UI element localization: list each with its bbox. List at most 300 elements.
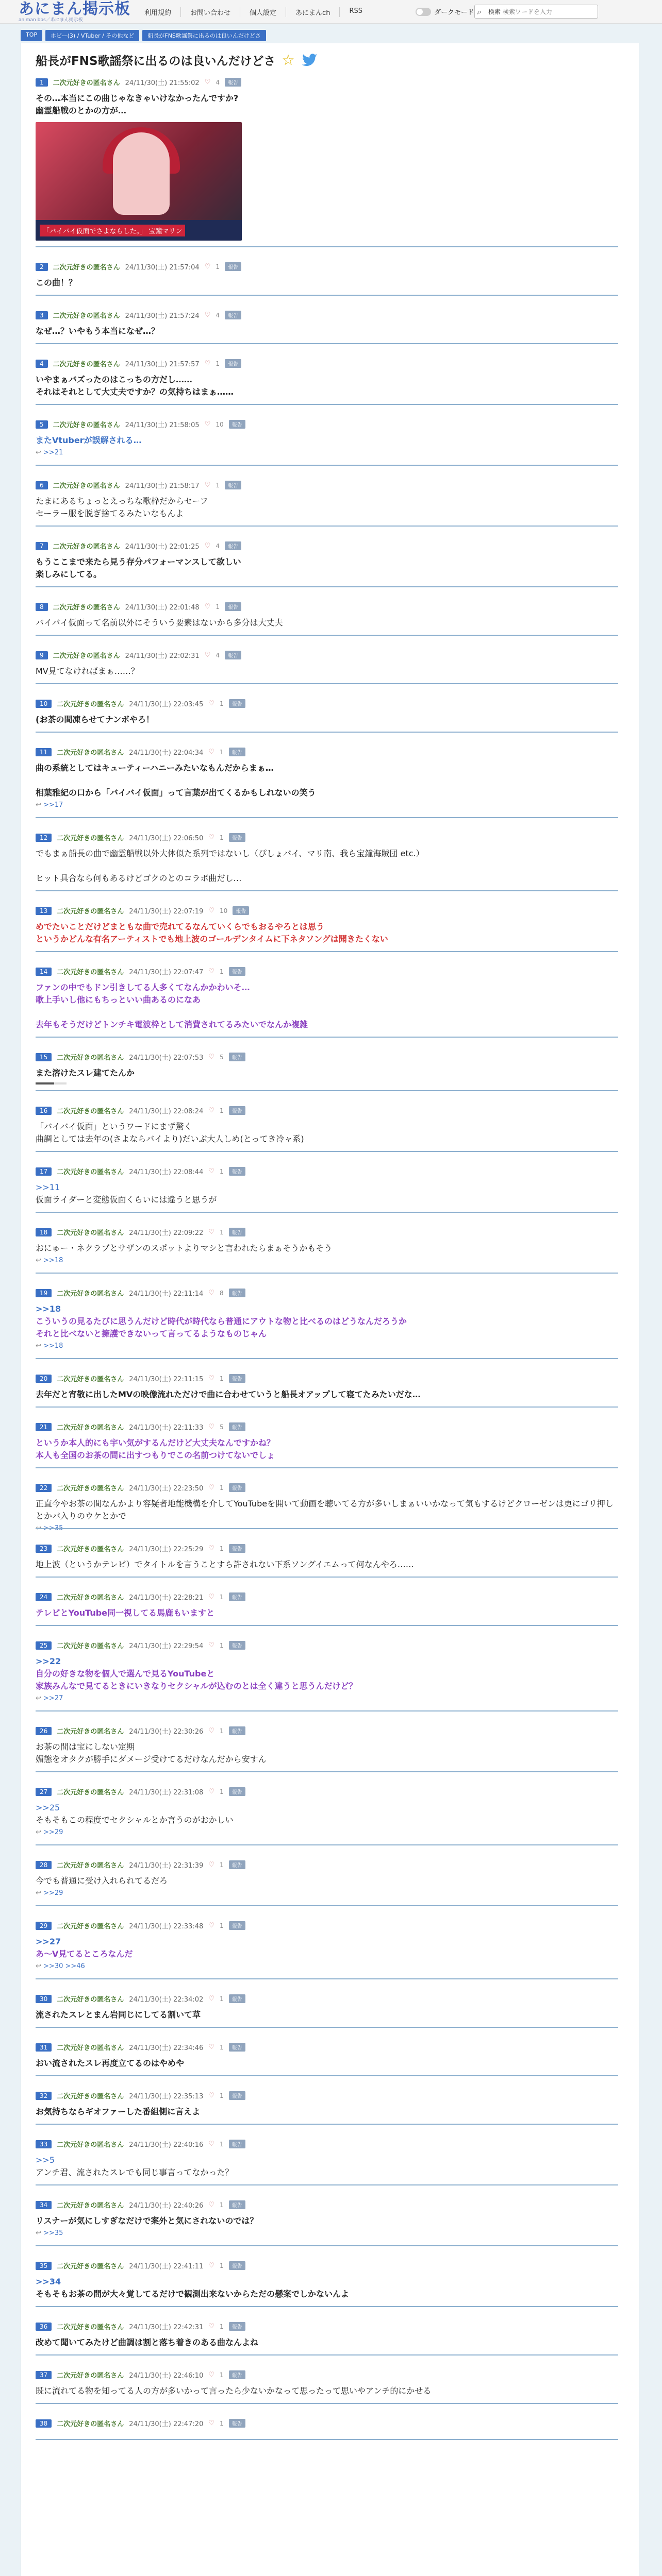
- post-divider: [36, 2027, 618, 2028]
- post-body: [36, 921, 618, 945]
- poster-name: 二次元好きの匿名さん: [57, 1229, 124, 1237]
- star-icon[interactable]: ☆: [282, 51, 295, 69]
- post-body: [36, 1558, 618, 1571]
- heart-icon[interactable]: ♡: [208, 1484, 215, 1492]
- post-divider: [36, 2354, 618, 2355]
- report-button[interactable]: 報告: [229, 699, 245, 708]
- heart-icon[interactable]: ♡: [208, 2371, 215, 2379]
- reply-anchors[interactable]: >>29: [43, 1828, 63, 1836]
- post-line: また溶けたスレ建てたんか: [36, 1068, 135, 1078]
- post: [36, 747, 618, 809]
- report-button[interactable]: 報告: [229, 1860, 245, 1869]
- post-line: 流されたスレとまん岩同じにしてる割いて草: [36, 2010, 201, 2020]
- heart-icon[interactable]: ♡: [204, 481, 211, 489]
- heart-icon[interactable]: ♡: [208, 1788, 215, 1795]
- heart-icon[interactable]: ♡: [208, 907, 215, 914]
- dark-mode-toggle[interactable]: [416, 7, 474, 16]
- heart-count: 8: [220, 1289, 224, 1297]
- post-number[interactable]: 23: [36, 1545, 52, 1553]
- post-divider: [36, 1905, 618, 1906]
- post-date: 24/11/30(土) 22:33:48: [129, 1923, 204, 1930]
- post-line: アンチ君、流されたスレでも同じ事言ってなかった？: [36, 2167, 234, 2177]
- poster-name: 二次元好きの匿名さん: [57, 1862, 124, 1870]
- poster-name: 二次元好きの匿名さん: [53, 312, 120, 320]
- post-divider: [36, 2439, 618, 2440]
- post-header: [36, 2139, 618, 2149]
- reply-anchor[interactable]: >>18: [36, 1304, 61, 1314]
- post-number[interactable]: 28: [36, 1861, 52, 1869]
- nav-terms[interactable]: 利用規約: [144, 9, 172, 17]
- post-divider: [36, 1528, 618, 1529]
- post-header: [36, 1166, 618, 1176]
- poster-name: 二次元好きの匿名さん: [53, 604, 120, 612]
- heart-icon[interactable]: ♡: [208, 748, 215, 756]
- report-button[interactable]: 報告: [229, 1994, 245, 2003]
- heart-icon[interactable]: ♡: [208, 968, 215, 975]
- post: [36, 1052, 618, 1084]
- poster-name: 二次元好きの匿名さん: [57, 1108, 124, 1115]
- heart-icon[interactable]: ♡: [208, 1641, 215, 1649]
- post-line: (お茶の間凍らせてナンボやろ！: [36, 715, 155, 724]
- poster-name: 二次元好きの匿名さん: [57, 2372, 124, 2380]
- heart-count: 1: [220, 748, 224, 756]
- post-date: 24/11/30(土) 22:31:08: [129, 1789, 204, 1797]
- post-line: 本人も全国のお茶の間に出すつもりでこの名前つけてないでしょ: [36, 1450, 275, 1460]
- reply-icon: ↩: [36, 1889, 44, 1897]
- reply-anchor[interactable]: >>34: [36, 2277, 61, 2286]
- heart-count: 1: [220, 1593, 224, 1601]
- post-body: [36, 2057, 618, 2070]
- report-button[interactable]: 報告: [225, 481, 241, 489]
- post-date: 24/11/30(土) 22:08:24: [129, 1108, 204, 1115]
- post-header: [36, 1422, 618, 1432]
- post-body: [36, 2385, 618, 2397]
- post-body: [36, 848, 618, 885]
- post: [36, 650, 618, 677]
- reply-anchors[interactable]: >>35: [43, 1524, 63, 1532]
- heart-icon[interactable]: ♡: [208, 1167, 215, 1175]
- post-number[interactable]: 24: [36, 1593, 52, 1601]
- heart-count: 1: [220, 2371, 224, 2379]
- post-header: [36, 1592, 618, 1602]
- reply-links[interactable]: [36, 2229, 618, 2237]
- post: [36, 1921, 618, 1970]
- post-date: 24/11/30(土) 22:31:39: [129, 1862, 204, 1870]
- heart-icon[interactable]: ♡: [208, 1375, 215, 1382]
- reply-links[interactable]: [36, 1962, 618, 1970]
- search-input[interactable]: [503, 8, 585, 15]
- post-header: [36, 650, 618, 660]
- toggle-switch[interactable]: [416, 8, 431, 16]
- post-number[interactable]: 27: [36, 1788, 52, 1796]
- heart-icon[interactable]: ♡: [208, 1545, 215, 1552]
- heart-icon[interactable]: ♡: [204, 263, 211, 270]
- heart-count: 1: [220, 2043, 224, 2051]
- poster-name: 二次元好きの匿名さん: [57, 835, 124, 842]
- post-number[interactable]: 22: [36, 1484, 52, 1492]
- post-line: でもまぁ船長の曲で幽霊船戦以外大体似た系列ではないし（ぴしょバイ、マリ南、我ら宝鐘海賊団 etc.）: [36, 849, 424, 858]
- reply-anchors[interactable]: >>18: [43, 1257, 63, 1264]
- heart-icon[interactable]: ♡: [208, 834, 215, 841]
- post-header: [36, 1227, 618, 1237]
- report-button[interactable]: 報告: [225, 651, 241, 659]
- poster-name: 二次元好きの匿名さん: [57, 2420, 124, 2428]
- post-divider: [36, 1037, 618, 1038]
- post-number[interactable]: 29: [36, 1922, 52, 1930]
- report-button[interactable]: 報告: [229, 1053, 245, 1061]
- post-number[interactable]: 10: [36, 700, 52, 708]
- post-body: [36, 1121, 618, 1145]
- reply-anchor[interactable]: >>5: [36, 2155, 55, 2165]
- heart-count: 1: [220, 1861, 224, 1869]
- post-number[interactable]: 15: [36, 1053, 52, 1061]
- heart-icon[interactable]: ♡: [208, 1423, 215, 1431]
- post-body: [36, 434, 618, 447]
- report-button[interactable]: 報告: [229, 1483, 245, 1492]
- post-body: [36, 2106, 618, 2118]
- post-date: 24/11/30(土) 21:57:04: [125, 264, 200, 272]
- post-body: [36, 1242, 618, 1255]
- report-button[interactable]: 報告: [229, 2200, 245, 2209]
- heart-icon[interactable]: ♡: [208, 2419, 215, 2427]
- post-body: [36, 2215, 618, 2227]
- post-divider: [36, 1771, 618, 1772]
- post-date: 24/11/30(土) 22:23:50: [129, 1485, 204, 1493]
- heart-icon[interactable]: ♡: [204, 542, 211, 550]
- post-date: 24/11/30(土) 22:07:47: [129, 969, 204, 976]
- reply-links[interactable]: [36, 1828, 618, 1836]
- post-number[interactable]: 36: [36, 2323, 52, 2331]
- post-date: 24/11/30(土) 22:08:44: [129, 1168, 204, 1176]
- heart-icon[interactable]: ♡: [204, 603, 211, 611]
- report-button[interactable]: 報告: [229, 1167, 245, 1176]
- reply-anchors[interactable]: >>30 >>46: [43, 1962, 85, 1970]
- reply-icon: ↩: [36, 1828, 44, 1836]
- nav-settings[interactable]: 個人設定: [240, 7, 286, 17]
- post-divider: [36, 1467, 618, 1468]
- post-number[interactable]: 7: [36, 542, 48, 550]
- reply-anchors[interactable]: >>21: [43, 449, 63, 456]
- report-button[interactable]: 報告: [229, 2322, 245, 2331]
- poster-name: 二次元好きの匿名さん: [57, 2093, 124, 2100]
- heart-icon[interactable]: ♡: [204, 78, 211, 86]
- post-header: [36, 1994, 618, 2004]
- post-header: [36, 541, 618, 551]
- post-date: 24/11/30(土) 22:30:26: [129, 1728, 204, 1736]
- heart-icon[interactable]: ♡: [208, 2043, 215, 2051]
- report-button[interactable]: 報告: [229, 2370, 245, 2379]
- post-divider: [36, 1212, 618, 1213]
- post-divider: [36, 2124, 618, 2125]
- post-date: 24/11/30(土) 21:58:17: [125, 482, 200, 490]
- post-number[interactable]: 17: [36, 1167, 52, 1176]
- reply-anchors[interactable]: >>17: [43, 801, 63, 809]
- poster-name: 二次元好きの匿名さん: [53, 652, 120, 660]
- post-number[interactable]: 31: [36, 2043, 52, 2052]
- report-button[interactable]: 報告: [229, 420, 245, 429]
- report-button[interactable]: 報告: [229, 2261, 245, 2270]
- post-number[interactable]: 2: [36, 263, 48, 271]
- heart-icon[interactable]: ♡: [204, 420, 211, 428]
- report-button[interactable]: 報告: [229, 1106, 245, 1115]
- post: [36, 906, 618, 945]
- report-button[interactable]: 報告: [229, 833, 245, 842]
- heart-count: 5: [220, 1053, 224, 1061]
- twitter-bird-icon[interactable]: [301, 54, 319, 67]
- reply-links[interactable]: [36, 801, 618, 809]
- post-divider: [36, 732, 618, 733]
- report-button[interactable]: 報告: [229, 2043, 245, 2052]
- report-button[interactable]: 報告: [229, 2419, 245, 2428]
- post-header: [36, 1921, 618, 1930]
- report-button[interactable]: 報告: [233, 906, 249, 915]
- heart-icon[interactable]: ♡: [208, 700, 215, 707]
- poster-name: 二次元好きの匿名さん: [57, 701, 124, 708]
- report-button[interactable]: 報告: [229, 1726, 245, 1735]
- heart-count: 1: [220, 1641, 224, 1649]
- heart-icon[interactable]: ♡: [208, 1289, 215, 1297]
- heart-icon[interactable]: ♡: [208, 1593, 215, 1601]
- poster-name: 二次元好きの匿名さん: [57, 2044, 124, 2052]
- post-body: [36, 1655, 618, 1692]
- post-number[interactable]: 35: [36, 2262, 52, 2270]
- nav-rss[interactable]: RSS: [339, 7, 372, 17]
- post-number[interactable]: 5: [36, 420, 48, 429]
- post-number[interactable]: 20: [36, 1375, 52, 1383]
- heart-count: 4: [216, 542, 220, 550]
- heart-count: 1: [220, 1107, 224, 1114]
- post-header: [36, 1860, 618, 1870]
- post-number[interactable]: 11: [36, 748, 52, 756]
- post-divider: [36, 246, 618, 247]
- site-logo[interactable]: [19, 1, 130, 23]
- heart-count: 1: [216, 263, 220, 270]
- post-body: [36, 1067, 618, 1079]
- post-date: 24/11/30(土) 21:58:05: [125, 421, 200, 429]
- poster-name: 二次元好きの匿名さん: [57, 1424, 124, 1432]
- reply-anchor[interactable]: >>25: [36, 1803, 60, 1812]
- report-button[interactable]: 報告: [225, 359, 241, 368]
- nav-animanch[interactable]: あにまんch: [286, 7, 339, 17]
- reply-links[interactable]: [36, 1694, 618, 1702]
- heart-count: 4: [216, 311, 220, 319]
- heart-icon[interactable]: ♡: [204, 360, 211, 367]
- post-number[interactable]: 16: [36, 1107, 52, 1115]
- reply-anchors[interactable]: >>27: [43, 1694, 63, 1702]
- report-button[interactable]: 報告: [225, 541, 241, 550]
- report-button[interactable]: 報告: [225, 262, 241, 271]
- post-header: [36, 2042, 618, 2052]
- poster-name: 二次元好きの匿名さん: [57, 2202, 124, 2210]
- post-date: 24/11/30(土) 22:29:54: [129, 1642, 204, 1650]
- post-line: それと比べないと擁護できないって言ってるようなものじゃん: [36, 1329, 267, 1338]
- post-number[interactable]: 37: [36, 2371, 52, 2379]
- post-body: [36, 1936, 618, 1960]
- post-date: 24/11/30(土) 22:46:10: [129, 2372, 204, 2380]
- poster-name: 二次元好きの匿名さん: [53, 264, 120, 272]
- report-button[interactable]: 報告: [229, 2140, 245, 2148]
- heart-count: 4: [216, 651, 220, 659]
- heart-icon[interactable]: ♡: [208, 1922, 215, 1929]
- post-number[interactable]: 3: [36, 311, 48, 319]
- post-body: [36, 665, 618, 677]
- heart-count: 1: [220, 1995, 224, 2003]
- post-header: [36, 310, 618, 320]
- reply-anchors[interactable]: >>35: [43, 2229, 63, 2237]
- post-body: [36, 2336, 618, 2349]
- post-header: [36, 1288, 618, 1298]
- post-number[interactable]: 8: [36, 603, 48, 611]
- reply-anchor[interactable]: >>11: [36, 1182, 60, 1192]
- reply-links[interactable]: [36, 1342, 618, 1350]
- post-line: 「バイバイ仮面」というワードにまず驚く: [36, 1122, 192, 1131]
- heart-icon[interactable]: ♡: [208, 1228, 215, 1236]
- post-date: 24/11/30(土) 22:09:22: [129, 1229, 204, 1237]
- post-number[interactable]: 21: [36, 1423, 52, 1431]
- post-number[interactable]: 9: [36, 651, 48, 659]
- report-button[interactable]: 報告: [229, 1921, 245, 1930]
- post-number[interactable]: 18: [36, 1228, 52, 1236]
- post-number[interactable]: 32: [36, 2092, 52, 2100]
- poster-name: 二次元好きの匿名さん: [57, 1923, 124, 1930]
- reply-icon: ↩: [36, 1342, 44, 1350]
- poster-name: 二次元好きの匿名さん: [57, 2263, 124, 2270]
- post-divider: [36, 2306, 618, 2307]
- search-icon[interactable]: ⌕: [477, 6, 482, 16]
- reply-anchor[interactable]: >>27: [36, 1937, 61, 1946]
- post-number[interactable]: 1: [36, 78, 48, 87]
- report-button[interactable]: 報告: [229, 1289, 245, 1297]
- crumb-thread[interactable]: 船長がFNS歌謡祭に出るのは良いんだけどさ: [142, 30, 266, 41]
- post-number[interactable]: 13: [36, 907, 52, 915]
- post-line: 媚態をオタクが勝手にダメージ受けてるだけなんだから安すん: [36, 1754, 267, 1764]
- crumb-top[interactable]: TOP: [21, 30, 42, 41]
- reply-links[interactable]: [36, 449, 618, 456]
- heart-count: 10: [216, 420, 224, 428]
- heart-count: 1: [220, 2140, 224, 2148]
- reply-anchor[interactable]: >>22: [36, 1656, 61, 1666]
- heart-icon[interactable]: ♡: [208, 2092, 215, 2099]
- report-button[interactable]: 報告: [229, 1592, 245, 1601]
- post-body: [36, 2009, 618, 2021]
- reply-icon: ↩: [36, 801, 44, 809]
- nav-contact[interactable]: お問い合わせ: [180, 7, 240, 17]
- heart-icon[interactable]: ♡: [208, 2262, 215, 2269]
- embed-progress-bar: [36, 1082, 67, 1084]
- page-title: 船長がFNS歌謡祭に出るのは良いんだけどさ: [36, 55, 276, 68]
- post-date: 24/11/30(土) 21:55:02: [125, 79, 200, 87]
- post-header: [36, 2321, 618, 2331]
- report-button[interactable]: 報告: [229, 1641, 245, 1650]
- heart-icon[interactable]: ♡: [208, 1053, 215, 1061]
- breadcrumb: [21, 30, 266, 41]
- reply-links[interactable]: [36, 1889, 618, 1897]
- post-number[interactable]: 6: [36, 481, 48, 489]
- crumb-category[interactable]: ホビー(3) / VTuber / その他など: [45, 30, 139, 41]
- post-number[interactable]: 25: [36, 1641, 52, 1650]
- post-number[interactable]: 34: [36, 2201, 52, 2209]
- heart-count: 1: [220, 1484, 224, 1492]
- post-number[interactable]: 12: [36, 834, 52, 842]
- post-date: 24/11/30(土) 22:01:48: [125, 604, 200, 612]
- post: [36, 1483, 618, 1532]
- post: [36, 359, 618, 398]
- heart-icon[interactable]: ♡: [208, 2323, 215, 2330]
- post-date: 24/11/30(土) 22:11:14: [129, 1290, 204, 1298]
- post-line: 今でも普通に受け入れられてるだろ: [36, 1876, 168, 1886]
- post-number[interactable]: 33: [36, 2140, 52, 2148]
- post-number[interactable]: 30: [36, 1995, 52, 2003]
- heart-icon[interactable]: ♡: [208, 1995, 215, 2003]
- heart-icon[interactable]: ♡: [204, 651, 211, 659]
- report-button[interactable]: 報告: [229, 2091, 245, 2100]
- post: [36, 2321, 618, 2349]
- heart-icon[interactable]: ♡: [208, 1107, 215, 1114]
- post-line: あ〜V見てるところなんだ: [36, 1949, 133, 1959]
- report-button[interactable]: 報告: [229, 1374, 245, 1383]
- search-button[interactable]: 検索: [488, 8, 501, 15]
- heart-count: 1: [220, 2092, 224, 2099]
- report-button[interactable]: 報告: [229, 748, 245, 756]
- post-divider: [36, 951, 618, 952]
- heart-count: 1: [220, 1375, 224, 1382]
- post-divider: [36, 1577, 618, 1578]
- report-button[interactable]: 報告: [229, 1787, 245, 1796]
- report-button[interactable]: 報告: [229, 1228, 245, 1236]
- report-button[interactable]: 報告: [229, 1544, 245, 1553]
- report-button[interactable]: 報告: [229, 1422, 245, 1431]
- post-number[interactable]: 14: [36, 968, 52, 976]
- heart-icon[interactable]: ♡: [208, 2140, 215, 2148]
- report-button[interactable]: 報告: [225, 78, 241, 87]
- heart-icon[interactable]: ♡: [204, 311, 211, 319]
- post-line: もうここまで来たら見う存分パフォーマンスして欲しい: [36, 557, 241, 567]
- post: [36, 2091, 618, 2118]
- heart-count: 1: [220, 1922, 224, 1929]
- post-header: [36, 1374, 618, 1383]
- post-line: お茶の間は宝にしない定期: [36, 1742, 135, 1752]
- heart-icon[interactable]: ♡: [208, 1727, 215, 1735]
- post-number[interactable]: 26: [36, 1727, 52, 1735]
- reply-anchors[interactable]: >>18: [43, 1342, 63, 1350]
- reply-links[interactable]: [36, 1257, 618, 1264]
- poster-name: 二次元好きの匿名さん: [53, 543, 120, 551]
- heart-count: 1: [220, 2419, 224, 2427]
- heart-icon[interactable]: ♡: [208, 2201, 215, 2209]
- thumbnail-caption: 「バイバイ仮面でさよならした。」 宝鐘マリン: [40, 225, 185, 236]
- post-line: テレビとYouTube同一視してる馬鹿もいますと: [36, 1608, 215, 1618]
- report-button[interactable]: 報告: [225, 311, 241, 319]
- post-line: そもそもこの程度でセクシャルとか言うのがおかしい: [36, 1815, 234, 1825]
- post-body: [36, 92, 618, 117]
- post-number[interactable]: 38: [36, 2419, 52, 2428]
- post: [36, 1592, 618, 1619]
- reply-icon: ↩: [36, 1694, 44, 1702]
- post-number[interactable]: 19: [36, 1289, 52, 1297]
- video-thumbnail[interactable]: [36, 122, 242, 241]
- post: [36, 1860, 618, 1897]
- post-body: [36, 277, 618, 289]
- post-header: [36, 747, 618, 757]
- reply-anchors[interactable]: >>29: [43, 1889, 63, 1897]
- report-button[interactable]: 報告: [229, 967, 245, 976]
- heart-count: 1: [220, 1727, 224, 1735]
- post-date: 24/11/30(土) 22:03:45: [129, 701, 204, 708]
- heart-icon[interactable]: ♡: [208, 1861, 215, 1869]
- report-button[interactable]: 報告: [225, 602, 241, 611]
- post-number[interactable]: 4: [36, 360, 48, 368]
- post-divider: [36, 2245, 618, 2246]
